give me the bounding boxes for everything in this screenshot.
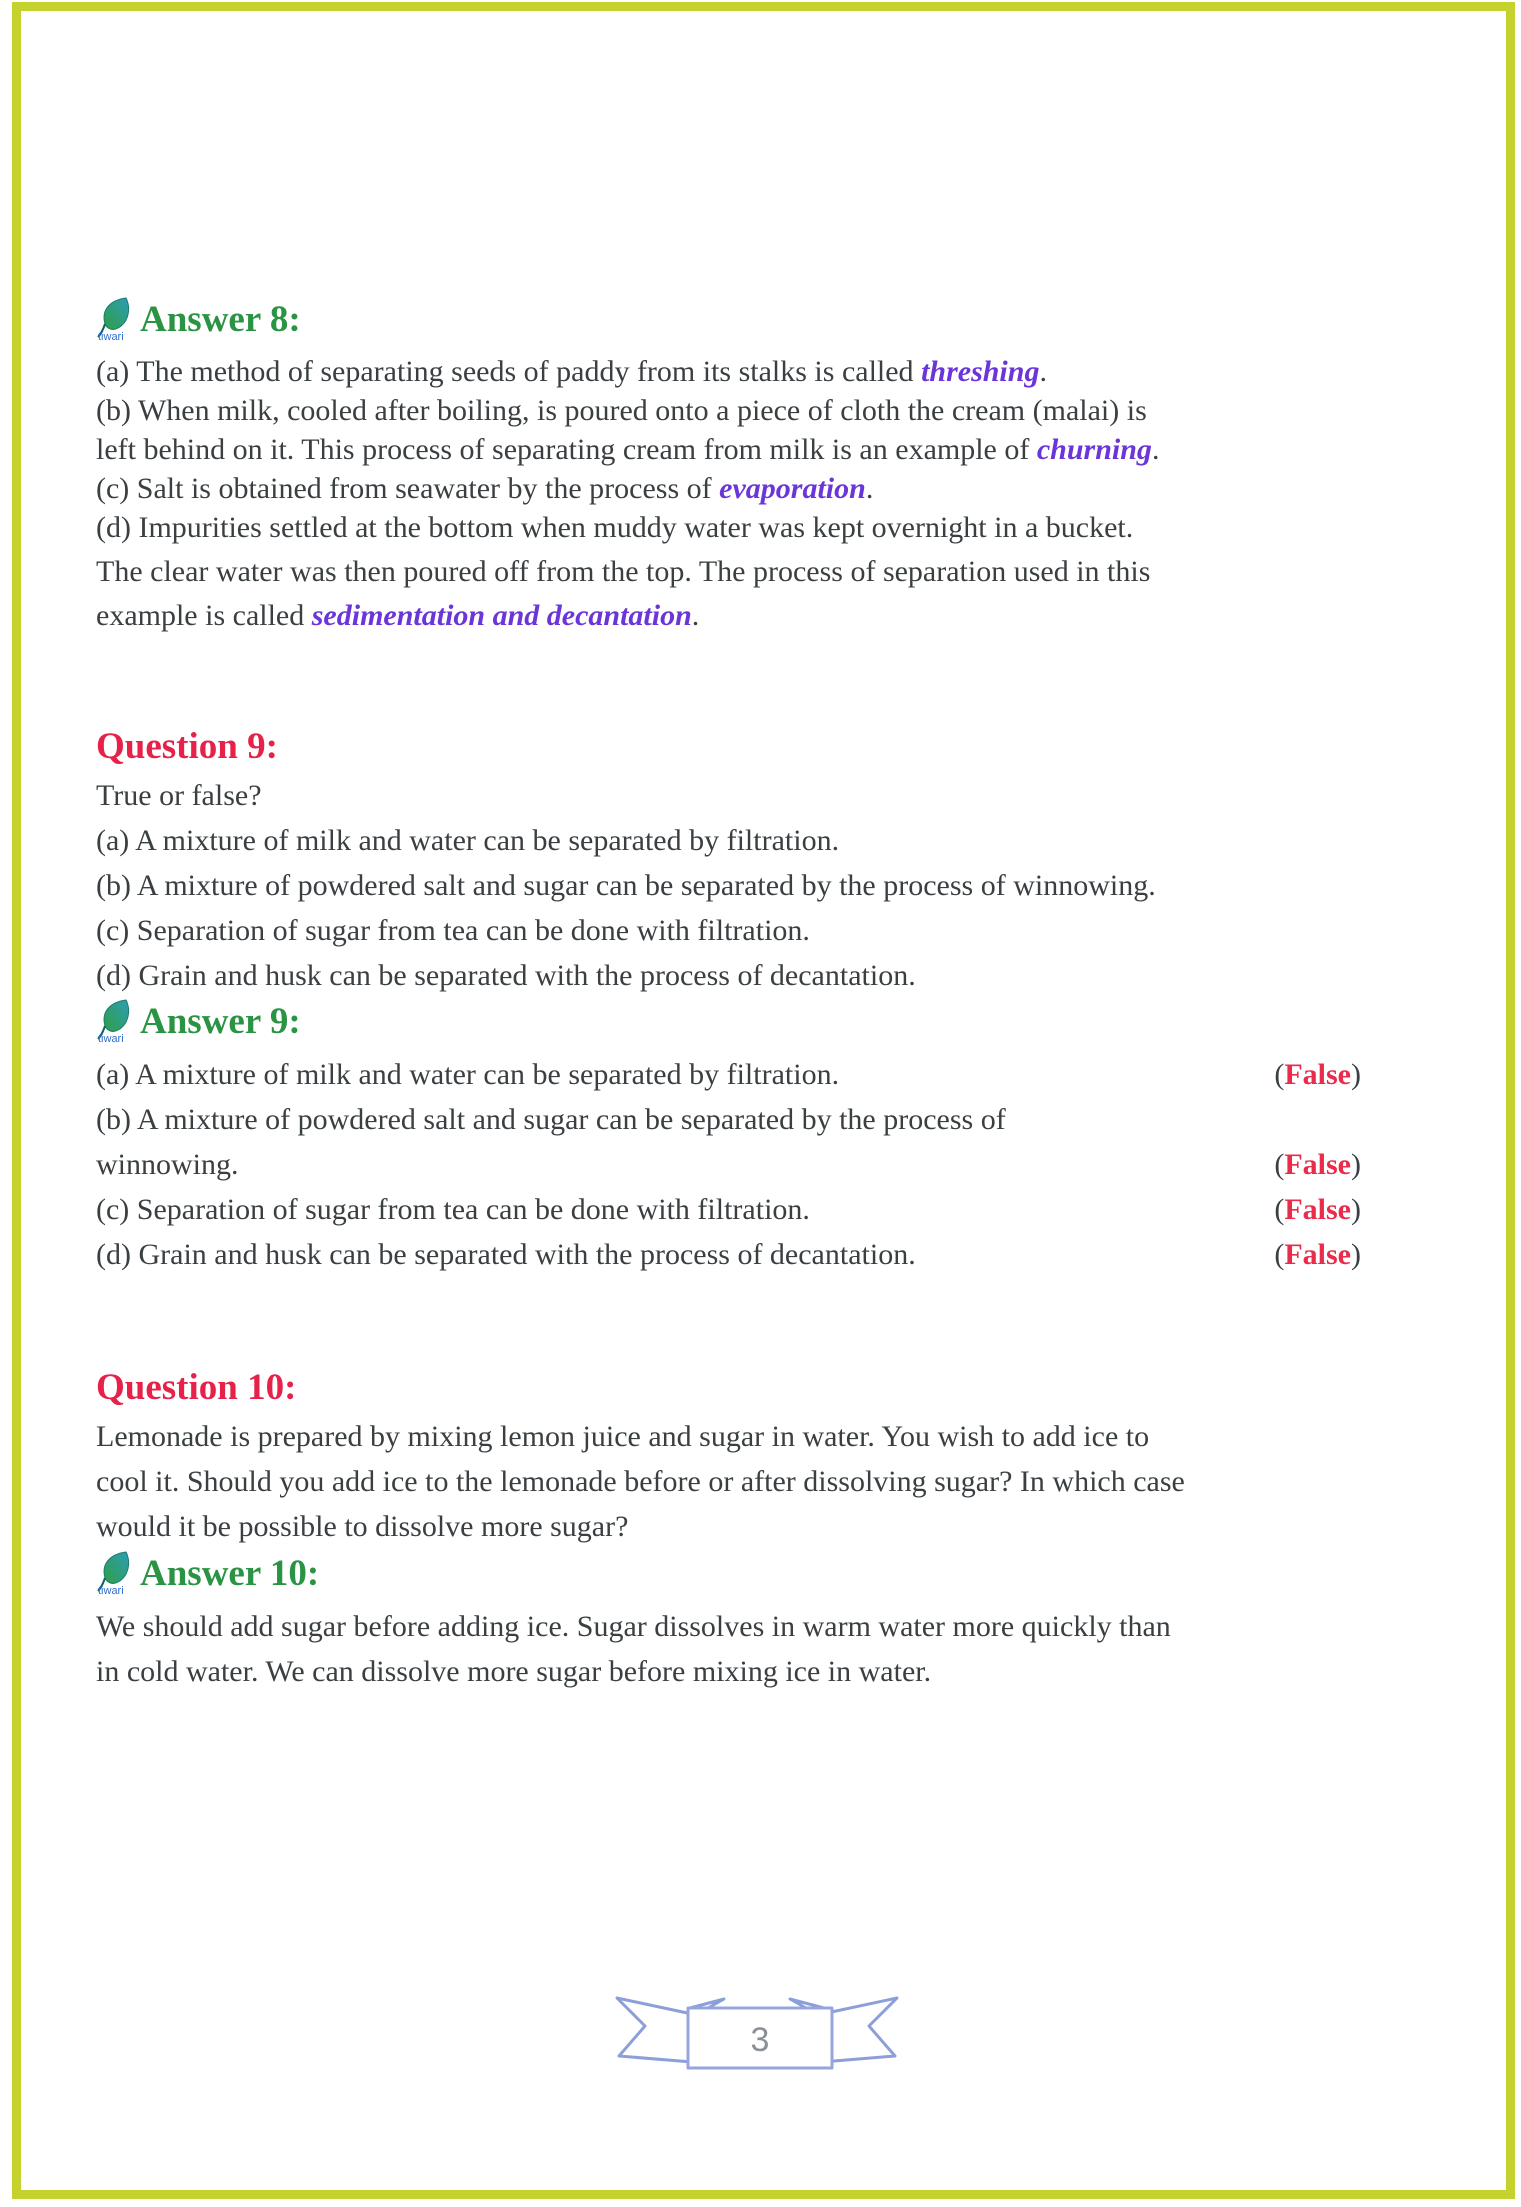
question-item: (d) Grain and husk can be separated with the process of decantation.	[96, 959, 916, 992]
paren-open: (	[1274, 1148, 1285, 1181]
verdict-false: False	[1284, 1148, 1351, 1181]
answer9-body	[96, 1052, 1361, 1277]
paren-open: (	[1274, 1238, 1285, 1271]
answer-line	[96, 469, 1406, 508]
page-number: 3	[750, 2021, 770, 2059]
verdict	[1274, 1232, 1361, 1277]
question-item: (c) Separation of sugar from tea can be done with filtration.	[96, 914, 810, 947]
answer-text: The clear water was then poured off from the top. The process of separation used in this	[96, 555, 1151, 588]
ribbon-left-flag	[617, 1998, 692, 2062]
paren-close: )	[1351, 1058, 1361, 1091]
tiwari-leaf-icon	[96, 296, 134, 342]
question-line: cool it. Should you add ice to the lemonade before or after dissolving sugar? In which case	[96, 1465, 1185, 1498]
paren-close: )	[1351, 1148, 1361, 1181]
answer-line	[96, 1187, 1361, 1232]
answer-text: (d) Grain and husk can be separated with the process of decantation.	[96, 1238, 916, 1271]
question-item: (b) A mixture of powdered salt and sugar can be separated by the process of winnowing.	[96, 869, 1156, 902]
answer10-heading: Answer 10:	[140, 1553, 320, 1594]
answer8-heading: Answer 8:	[140, 299, 301, 340]
highlighted-term: evaporation	[719, 472, 866, 505]
verdict-false: False	[1284, 1058, 1351, 1091]
answer-text: (a) The method of separating seeds of paddy from its stalks is called	[96, 355, 922, 388]
leaf-brand-text: tiwari	[98, 331, 124, 342]
ribbon-banner-icon	[612, 1988, 902, 2080]
answer-text: .	[865, 472, 874, 505]
verdict-false: False	[1284, 1238, 1351, 1271]
question-intro: True or false?	[96, 779, 262, 812]
answer-line	[96, 430, 1406, 469]
paren-open: (	[1274, 1058, 1285, 1091]
answer8-paragraph-2	[96, 550, 1406, 638]
question10-heading: Question 10:	[96, 1367, 297, 1408]
tiwari-leaf-icon	[96, 998, 134, 1044]
answer-line	[96, 594, 1406, 638]
paren-open: (	[1274, 1193, 1285, 1226]
paren-close: )	[1351, 1193, 1361, 1226]
question9-section	[96, 725, 1406, 998]
answer-line	[96, 1232, 1361, 1277]
leaf-brand-text: tiwari	[98, 1033, 124, 1044]
answer-text: .	[1151, 433, 1160, 466]
answer-line	[96, 391, 1406, 430]
answer-text: winnowing.	[96, 1148, 239, 1181]
answer-text: .	[691, 599, 700, 632]
answer8-section	[96, 298, 1406, 638]
answer-text: (d) Impurities settled at the bottom when muddy water was kept overnight in a bucket.	[96, 511, 1134, 544]
answer8-heading-row	[96, 298, 1406, 344]
answer-line: in cold water. We can dissolve more sugar before mixing ice in water.	[96, 1655, 932, 1688]
question9-body	[96, 773, 1406, 998]
verdict	[1274, 1187, 1361, 1232]
answer-line	[96, 1097, 1361, 1142]
answer-text: (b) A mixture of powdered salt and sugar can be separated by the process of	[96, 1103, 1006, 1136]
highlighted-term: churning	[1036, 433, 1152, 466]
question9-heading: Question 9:	[96, 726, 278, 767]
answer-text: left behind on it. This process of separating cream from milk is an example of	[96, 433, 1037, 466]
answer-text: (c) Separation of sugar from tea can be done with filtration.	[96, 1193, 810, 1226]
question-item: (a) A mixture of milk and water can be separated by filtration.	[96, 824, 840, 857]
question10-body	[96, 1414, 1406, 1549]
answer8-paragraph	[96, 352, 1406, 547]
question-line: would it be possible to dissolve more sugar?	[96, 1510, 629, 1543]
question10-section	[96, 1366, 1406, 1549]
answer-text: (a) A mixture of milk and water can be separated by filtration.	[96, 1058, 840, 1091]
answer-text: .	[1039, 355, 1047, 388]
verdict	[1274, 1052, 1361, 1097]
answer-text: (c) Salt is obtained from seawater by the process of	[96, 472, 720, 505]
answer9-heading: Answer 9:	[140, 1001, 301, 1042]
answer9-section	[96, 1000, 1406, 1277]
verdict	[1274, 1142, 1361, 1187]
answer-text: (b) When milk, cooled after boiling, is poured onto a piece of cloth the cream (malai) is	[96, 394, 1147, 427]
answer-line	[96, 1052, 1361, 1097]
answer10-heading-row	[96, 1552, 1406, 1598]
leaf-brand-text: tiwari	[98, 1585, 124, 1596]
highlighted-term: threshing	[921, 355, 1040, 388]
question-line: Lemonade is prepared by mixing lemon juice and sugar in water. You wish to add ice to	[96, 1420, 1150, 1453]
paren-close: )	[1351, 1238, 1361, 1271]
answer10-section	[96, 1552, 1406, 1694]
answer-line	[96, 1142, 1361, 1187]
answer-line	[96, 352, 1406, 391]
verdict-false: False	[1284, 1193, 1351, 1226]
answer10-body	[96, 1604, 1406, 1694]
answer-text: example is called	[96, 599, 312, 632]
answer-line	[96, 550, 1406, 594]
highlighted-term: sedimentation and decantation	[311, 599, 692, 632]
tiwari-leaf-icon	[96, 1550, 134, 1596]
answer-line: We should add sugar before adding ice. Sugar dissolves in warm water more quickly than	[96, 1610, 1171, 1643]
page-number-ribbon	[612, 1988, 902, 2080]
answer9-heading-row	[96, 1000, 1406, 1046]
answer-line	[96, 508, 1406, 547]
